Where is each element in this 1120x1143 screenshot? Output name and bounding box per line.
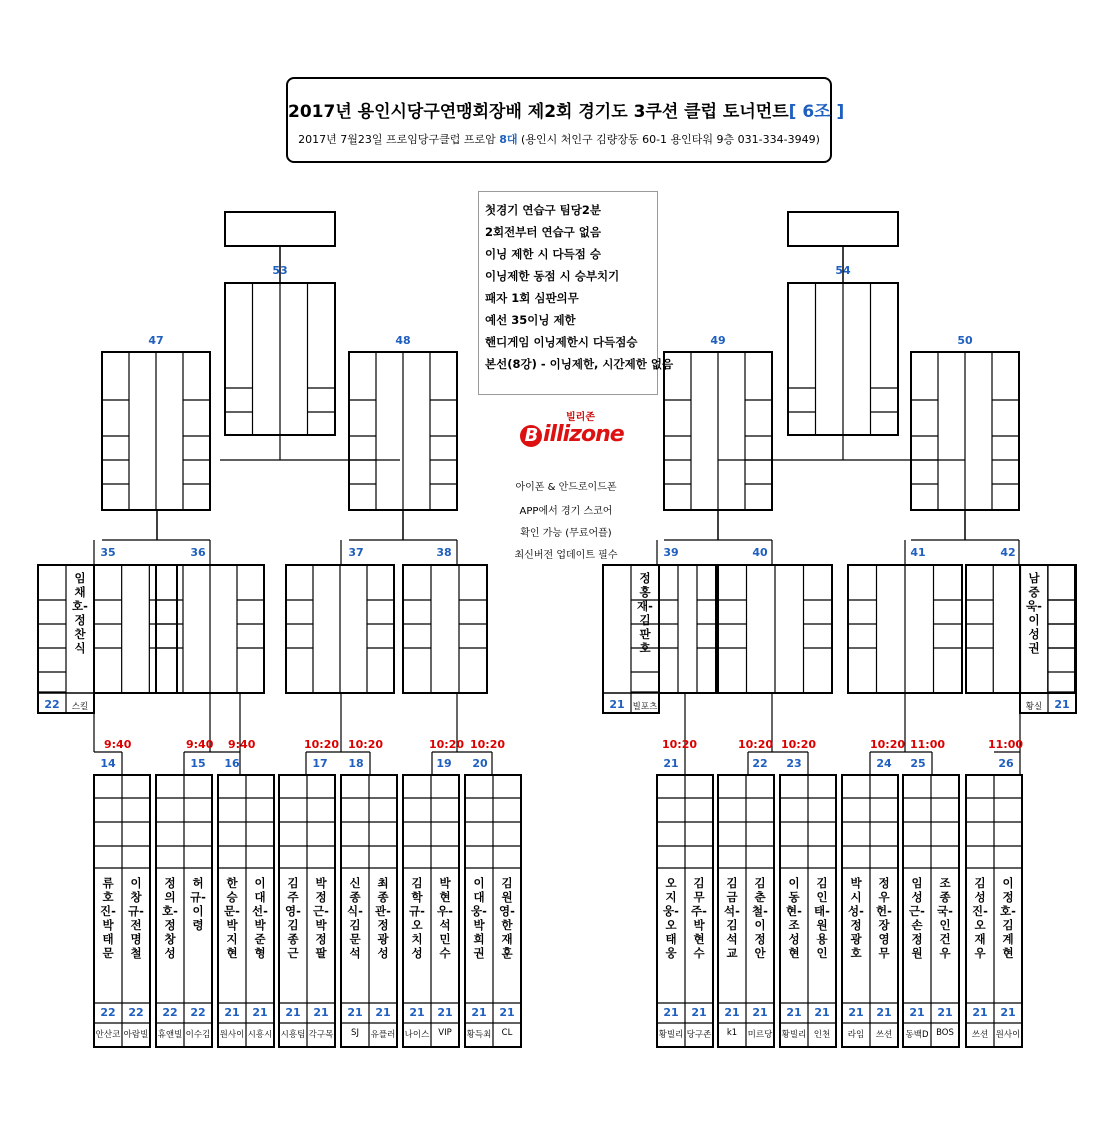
seed-handicap: 21 [609,698,625,711]
team-club: 이수김 [185,1030,211,1040]
team-handicap: 21 [814,1006,830,1019]
team-name: 정우헌-장영무 [876,876,892,960]
team-name: 류호진-박태문 [100,876,116,960]
match-time: 10:20 [429,738,465,751]
match-number: 19 [436,757,452,770]
match-time: 10:20 [348,738,384,751]
team-club: 쓰션 [875,1030,893,1040]
title-text: 2017년 용인시당구연맹회장배 제2회 경기도 3쿠션 클럽 토너먼트 [288,102,789,122]
match-time: 11:00 [988,738,1024,751]
team-name: 이대선-박준형 [252,876,268,960]
match-box [94,565,177,693]
seed-club: 스킬 [71,702,89,712]
match-number: 54 [835,264,851,277]
match-number: 23 [786,757,802,770]
seed-name: 임채호-정찬식 [72,571,88,655]
rule-line: 본선(8강) - 이닝제한, 시간제한 없음 [485,357,674,371]
rule-line: 핸디게임 이닝제한시 다득점승 [485,335,638,349]
match-number: 22 [752,757,768,770]
team-club: 원사이 [995,1030,1021,1040]
match-box [403,565,487,693]
team-name: 김주영-김종근 [285,876,301,960]
team-name: 정의호-정창성 [162,876,178,960]
team-club: 황빌리 [658,1030,684,1040]
team-club: SJ [351,1028,359,1038]
team-club: 황득최 [466,1030,492,1040]
team-name: 한승문-박지현 [224,876,240,960]
match-number: 15 [190,757,206,770]
team-club: 쓰션 [971,1030,989,1040]
team-handicap: 21 [437,1006,453,1019]
match-number: 47 [148,334,164,347]
logo-mark-icon: B [520,425,542,447]
app-notice-line: 최신버전 업데이트 필수 [514,550,618,561]
team-club: 각구목 [308,1030,334,1040]
team-club: 휴앤빌 [157,1030,183,1040]
team-club: CL [501,1028,513,1038]
billizone-logo: B illizone [520,422,624,447]
match-box [659,565,716,693]
app-notice-line: 아이폰 & 안드로이드폰 [515,482,617,493]
team-club: k1 [726,1028,738,1038]
match-number: 38 [436,546,452,559]
app-notice-line: APP에서 경기 스코어 [519,506,613,517]
seed-club: 황실 [1025,702,1043,712]
team-handicap: 21 [252,1006,268,1019]
team-handicap: 21 [285,1006,301,1019]
team-handicap: 21 [752,1006,768,1019]
rule-line: 이닝 제한 시 다득점 승 [485,247,601,261]
team-club: 원사이 [219,1030,245,1040]
match-box [225,212,335,246]
team-handicap: 22 [190,1006,206,1019]
team-club: 미르당 [747,1030,773,1040]
match-number: 18 [348,757,364,770]
team-name: 신종식-김문석 [347,876,363,960]
match-number: 53 [272,264,288,277]
group-label: [ 6조 ] [788,102,845,122]
team-handicap: 21 [663,1006,679,1019]
team-club: 황빌리 [781,1030,807,1040]
match-time: 9:40 [104,738,132,751]
team-name: 이동현-조성현 [786,876,802,960]
match-number: 41 [910,546,926,559]
team-name: 김춘철-이정안 [752,876,768,960]
team-club: 시흥시 [247,1030,273,1040]
team-handicap: 21 [347,1006,363,1019]
tournament-subtitle: 2017년 7월23일 프로임당구클럽 프로암 8대 (용인시 처인구 김량장동 60-1 용인타워 9층 031-334-3949) [298,133,820,146]
match-number: 50 [957,334,973,347]
team-club: 인천 [813,1030,831,1040]
match-number: 21 [663,757,679,770]
team-handicap: 21 [909,1006,925,1019]
team-handicap: 21 [471,1006,487,1019]
team-handicap: 22 [128,1006,144,1019]
match-number: 17 [312,757,328,770]
team-handicap: 22 [162,1006,178,1019]
match-number: 35 [100,546,116,559]
team-name: 최종관-정광성 [375,876,391,960]
match-time: 10:20 [781,738,817,751]
team-handicap: 21 [972,1006,988,1019]
rule-line: 첫경기 연습구 팀당2분 [485,203,601,217]
team-club: 아람빌 [123,1030,149,1040]
match-number: 24 [876,757,892,770]
match-number: 16 [224,757,240,770]
team-club: 동백D [905,1030,929,1040]
team-name: 허규-이령 [190,876,206,932]
match-time: 9:40 [228,738,256,751]
rule-line: 패자 1회 심판의무 [485,291,579,305]
team-handicap: 21 [691,1006,707,1019]
team-handicap: 21 [409,1006,425,1019]
team-name: 김원영-한재훈 [499,876,515,960]
team-club: 나이스 [404,1030,430,1040]
team-handicap: 21 [786,1006,802,1019]
team-name: 조종국-인건우 [937,876,953,960]
team-name: 김인태-원용인 [814,876,830,960]
match-number: 39 [663,546,679,559]
team-name: 이정호-김계현 [1000,876,1016,960]
match-number: 36 [190,546,206,559]
team-handicap: 21 [313,1006,329,1019]
match-time: 10:20 [470,738,506,751]
seed-handicap: 22 [44,698,60,711]
match-number: 37 [348,546,364,559]
app-notice-line: 확인 가능 (무료어플) [520,528,612,539]
team-club: 유플러 [370,1030,396,1040]
logo-korean: 빌리존 [566,412,595,423]
team-club: 시흥팀 [280,1030,306,1040]
team-handicap: 21 [499,1006,515,1019]
match-number: 14 [100,757,116,770]
match-time: 9:40 [186,738,214,751]
rule-line: 이닝제한 동점 시 승부치기 [485,269,620,283]
team-name: 김학규-오치성 [409,876,425,960]
rule-line: 예선 35이닝 제한 [485,313,576,327]
team-name: 박시성-정광호 [848,876,864,960]
team-handicap: 22 [100,1006,116,1019]
match-number: 20 [472,757,488,770]
match-number: 26 [998,757,1014,770]
match-time: 10:20 [304,738,340,751]
match-number: 25 [910,757,926,770]
match-number: 48 [395,334,411,347]
team-name: 오지웅-오태웅 [663,876,679,960]
seed-name: 정홍재-김판호 [637,571,653,655]
team-club: 안산코 [95,1030,121,1040]
team-handicap: 21 [375,1006,391,1019]
team-club: 라임 [847,1030,865,1040]
match-number: 40 [752,546,768,559]
match-time: 11:00 [910,738,946,751]
team-handicap: 21 [1000,1006,1016,1019]
team-club: BOS [936,1028,954,1038]
team-name: 박정근-박정팔 [313,876,329,960]
team-handicap: 21 [937,1006,953,1019]
match-time: 10:20 [738,738,774,751]
seed-club: 빌포츠 [632,702,658,712]
team-name: 김무주-박현수 [691,876,707,960]
team-club: VIP [438,1028,452,1038]
match-number: 42 [1000,546,1016,559]
match-number: 49 [710,334,726,347]
team-club: 당구존 [686,1030,712,1040]
match-time: 10:20 [870,738,906,751]
team-handicap: 21 [724,1006,740,1019]
match-time: 10:20 [662,738,698,751]
team-name: 이창규-전명철 [128,876,144,960]
team-handicap: 21 [848,1006,864,1019]
team-handicap: 21 [876,1006,892,1019]
match-box [788,212,898,246]
team-name: 김성진-오재우 [972,876,988,960]
seed-handicap: 21 [1054,698,1070,711]
team-handicap: 21 [224,1006,240,1019]
team-name: 김금석-김석교 [724,876,740,960]
rule-line: 2회전부터 연습구 없음 [485,225,601,239]
seed-name: 남중욱-이성권 [1026,571,1042,655]
team-name: 임성근-손정원 [909,876,925,960]
team-name: 이대웅-박희권 [471,876,487,960]
team-name: 박현우-석민수 [437,876,453,960]
